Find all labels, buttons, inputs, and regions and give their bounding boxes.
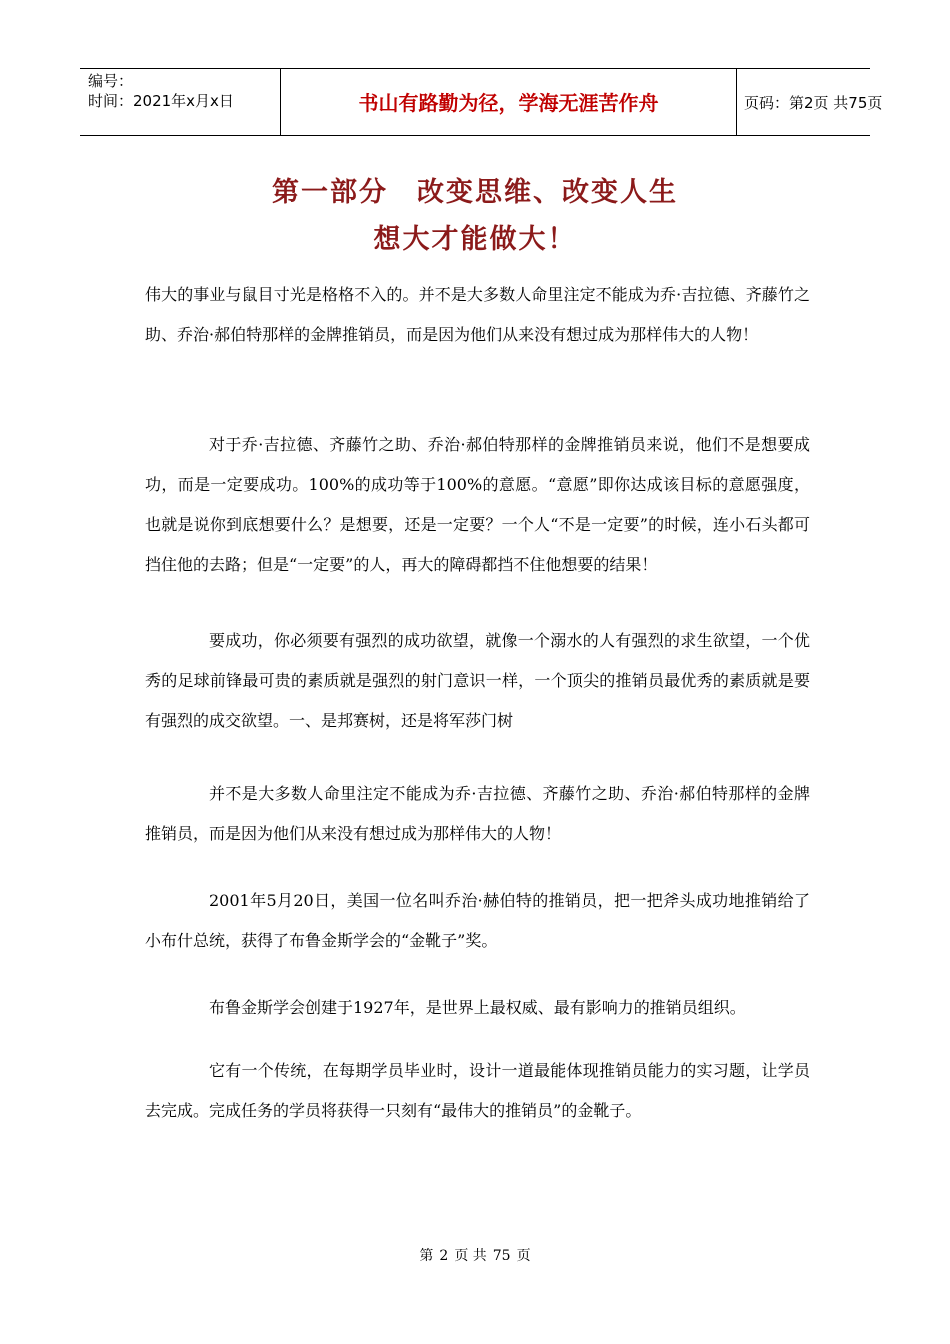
- paragraph: 并不是大多数人命里注定不能成为乔·吉拉德、齐藤竹之助、乔治·郝伯特那样的金牌推销员，而是因为他们从来没有想过成为那样伟大的人物！: [145, 784, 810, 843]
- footer-page-total: 75: [492, 1248, 511, 1264]
- paragraph: 2001年5月20日，美国一位名叫乔治·赫伯特的推销员，把一把斧头成功地推销给了小布什总统，获得了布鲁金斯学会的“金靴子”奖。: [145, 891, 810, 950]
- number-label: 编号：: [88, 72, 134, 90]
- paragraph: 布鲁金斯学会创建于1927年，是世界上最权威、最有影响力的推销员组织。: [209, 998, 746, 1017]
- section-subtitle: 想大才能做大！: [373, 224, 577, 255]
- header-page-info: 页码：第2页 共75页: [744, 94, 883, 112]
- paragraph: 对于乔·吉拉德、齐藤竹之助、乔治·郝伯特那样的金牌推销员来说，他们不是想要成功，而是一定要成功。100%的成功等于100%的意愿。“意愿”即你达成该目标的意愿强度，也就是说你到底想要什么？是想要，还是一定要？一个人“不是一定要”的时候，连小石头都可挡住他的去路；但是“一定要”的人，再大的障碍都挡不住他想要的结果！: [145, 435, 810, 574]
- page-footer: [0, 1245, 950, 1265]
- footer-mid: 页 共: [454, 1248, 487, 1264]
- footer-suffix: 页: [516, 1248, 531, 1264]
- paragraph: 要成功，你必须要有强烈的成功欲望，就像一个溺水的人有强烈的求生欲望，一个优秀的足球前锋最可贵的素质就是强烈的射门意识一样，一个顶尖的推销员最优秀的素质就是要有强烈的成交欲望。一、是邦赛树，还是将军莎门树: [145, 631, 810, 730]
- footer-page-number: 2: [439, 1248, 449, 1264]
- header-meta: [80, 69, 281, 135]
- paragraph: 它有一个传统，在每期学员毕业时，设计一道最能体现推销员能力的实习题，让学员去完成。完成任务的学员将获得一只刻有“最伟大的推销员”的金靴子。: [145, 1061, 810, 1120]
- paragraph: 伟大的事业与鼠目寸光是格格不入的。并不是大多数人命里注定不能成为乔·吉拉德、齐藤竹之助、乔治·郝伯特那样的金牌推销员，而是因为他们从来没有想过成为那样伟大的人物！: [145, 285, 810, 344]
- section-title: 第一部分 改变思维、改变人生: [272, 177, 678, 208]
- header-motto: 书山有路勤为径，学海无涯苦作舟: [281, 69, 737, 135]
- page-header: [80, 68, 883, 136]
- footer-prefix: 第: [419, 1248, 434, 1264]
- time-label: 时间：2021年x月x日: [88, 92, 234, 110]
